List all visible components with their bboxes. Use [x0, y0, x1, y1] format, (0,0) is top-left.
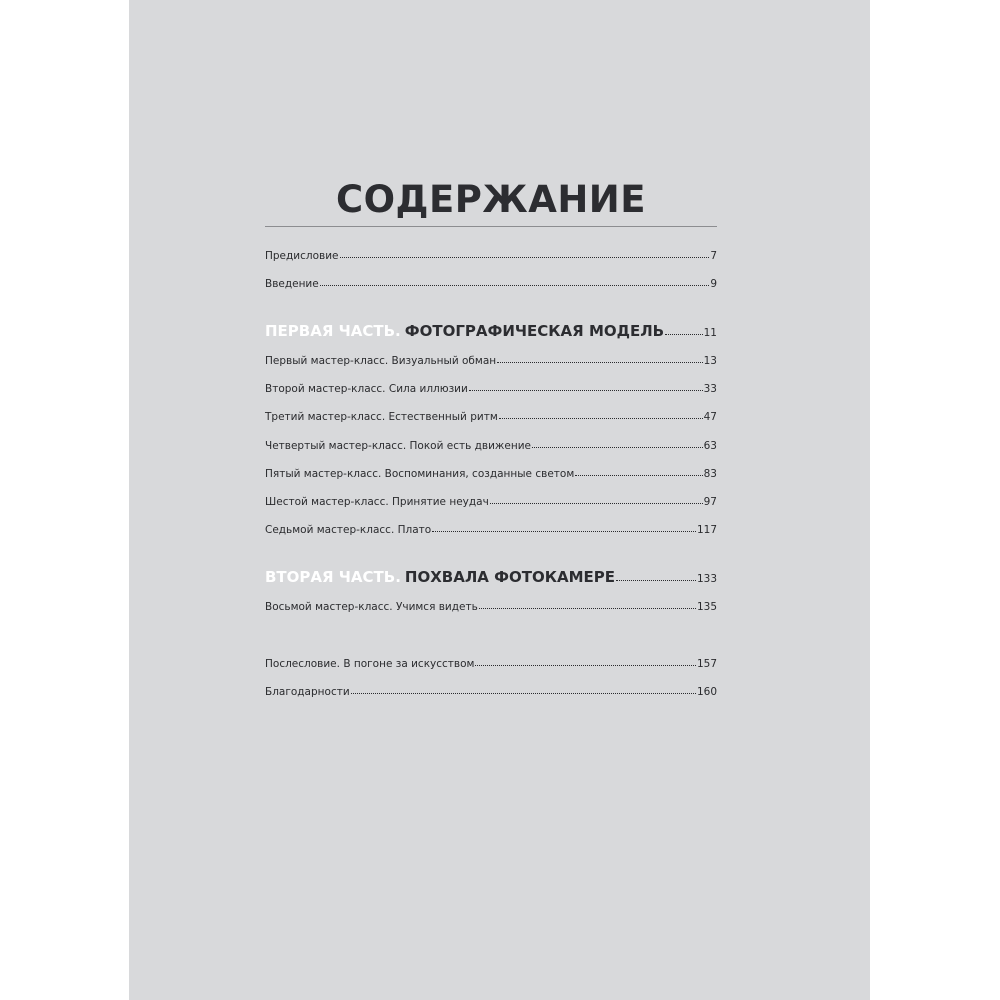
- part-prefix: ВТОРАЯ ЧАСТЬ.: [265, 568, 401, 586]
- part-page: 11: [703, 327, 717, 339]
- toc-entry[interactable]: [265, 601, 717, 613]
- toc-entry-page: 13: [703, 355, 717, 367]
- toc-entry[interactable]: [265, 278, 717, 290]
- part-heading[interactable]: [265, 322, 717, 340]
- toc-entry-page: 135: [696, 601, 717, 613]
- dot-leader: [665, 334, 703, 335]
- toc-entry[interactable]: [265, 250, 717, 262]
- toc-entry-label: Шестой мастер-класс. Принятие неудач: [265, 496, 489, 508]
- dot-leader: [479, 608, 696, 609]
- part-heading[interactable]: [265, 568, 717, 586]
- page-title: СОДЕРЖАНИЕ: [335, 178, 647, 221]
- toc-entry-page: 117: [696, 524, 717, 536]
- toc-entry-page: 157: [696, 658, 717, 670]
- toc-entry[interactable]: [265, 440, 717, 452]
- toc-entry[interactable]: [265, 658, 717, 670]
- dot-leader: [575, 475, 702, 476]
- toc-entry-page: 83: [703, 468, 717, 480]
- dot-leader: [340, 257, 710, 258]
- toc-entry[interactable]: [265, 468, 717, 480]
- part-title: ФОТОГРАФИЧЕСКАЯ МОДЕЛЬ: [404, 322, 665, 340]
- toc-entry[interactable]: [265, 411, 717, 423]
- toc-entry-page: 160: [696, 686, 717, 698]
- toc-entry-label: Введение: [265, 278, 319, 290]
- toc-entry[interactable]: [265, 496, 717, 508]
- dot-leader: [499, 418, 703, 419]
- toc-entry[interactable]: [265, 383, 717, 395]
- toc-entry-label: Восьмой мастер-класс. Учимся видеть: [265, 601, 478, 613]
- toc-entry-page: 63: [703, 440, 717, 452]
- dot-leader: [469, 390, 703, 391]
- toc-entry-label: Послесловие. В погоне за искусством: [265, 658, 475, 670]
- toc-entry-label: Благодарности: [265, 686, 350, 698]
- dot-leader: [497, 362, 703, 363]
- part-page: 133: [696, 573, 717, 585]
- toc-entry-label: Предисловие: [265, 250, 339, 262]
- toc-entry[interactable]: [265, 686, 717, 698]
- toc-entry[interactable]: [265, 355, 717, 367]
- part-prefix: ПЕРВАЯ ЧАСТЬ.: [265, 322, 401, 340]
- toc-entry-label: Четвертый мастер-класс. Покой есть движение: [265, 440, 531, 452]
- dot-leader: [475, 665, 695, 666]
- toc-entry-page: 9: [710, 278, 717, 290]
- toc-entry-label: Второй мастер-класс. Сила иллюзии: [265, 383, 468, 395]
- dot-leader: [616, 580, 696, 581]
- toc-entry[interactable]: [265, 524, 717, 536]
- toc-entry-label: Пятый мастер-класс. Воспоминания, созданные светом: [265, 468, 575, 480]
- toc-entry-label: Первый мастер-класс. Визуальный обман: [265, 355, 497, 367]
- dot-leader: [351, 693, 696, 694]
- book-page: [129, 0, 870, 1000]
- title-rule: [265, 226, 717, 227]
- dot-leader: [532, 447, 703, 448]
- toc-entry-page: 33: [703, 383, 717, 395]
- toc-entry-page: 97: [703, 496, 717, 508]
- dot-leader: [432, 531, 696, 532]
- toc-entry-page: 47: [703, 411, 717, 423]
- part-title: ПОХВАЛА ФОТОКАМЕРЕ: [404, 568, 616, 586]
- dot-leader: [320, 285, 710, 286]
- toc-entry-label: Седьмой мастер-класс. Плато: [265, 524, 432, 536]
- toc-entry-page: 7: [710, 250, 717, 262]
- dot-leader: [490, 503, 703, 504]
- toc-entry-label: Третий мастер-класс. Естественный ритм: [265, 411, 498, 423]
